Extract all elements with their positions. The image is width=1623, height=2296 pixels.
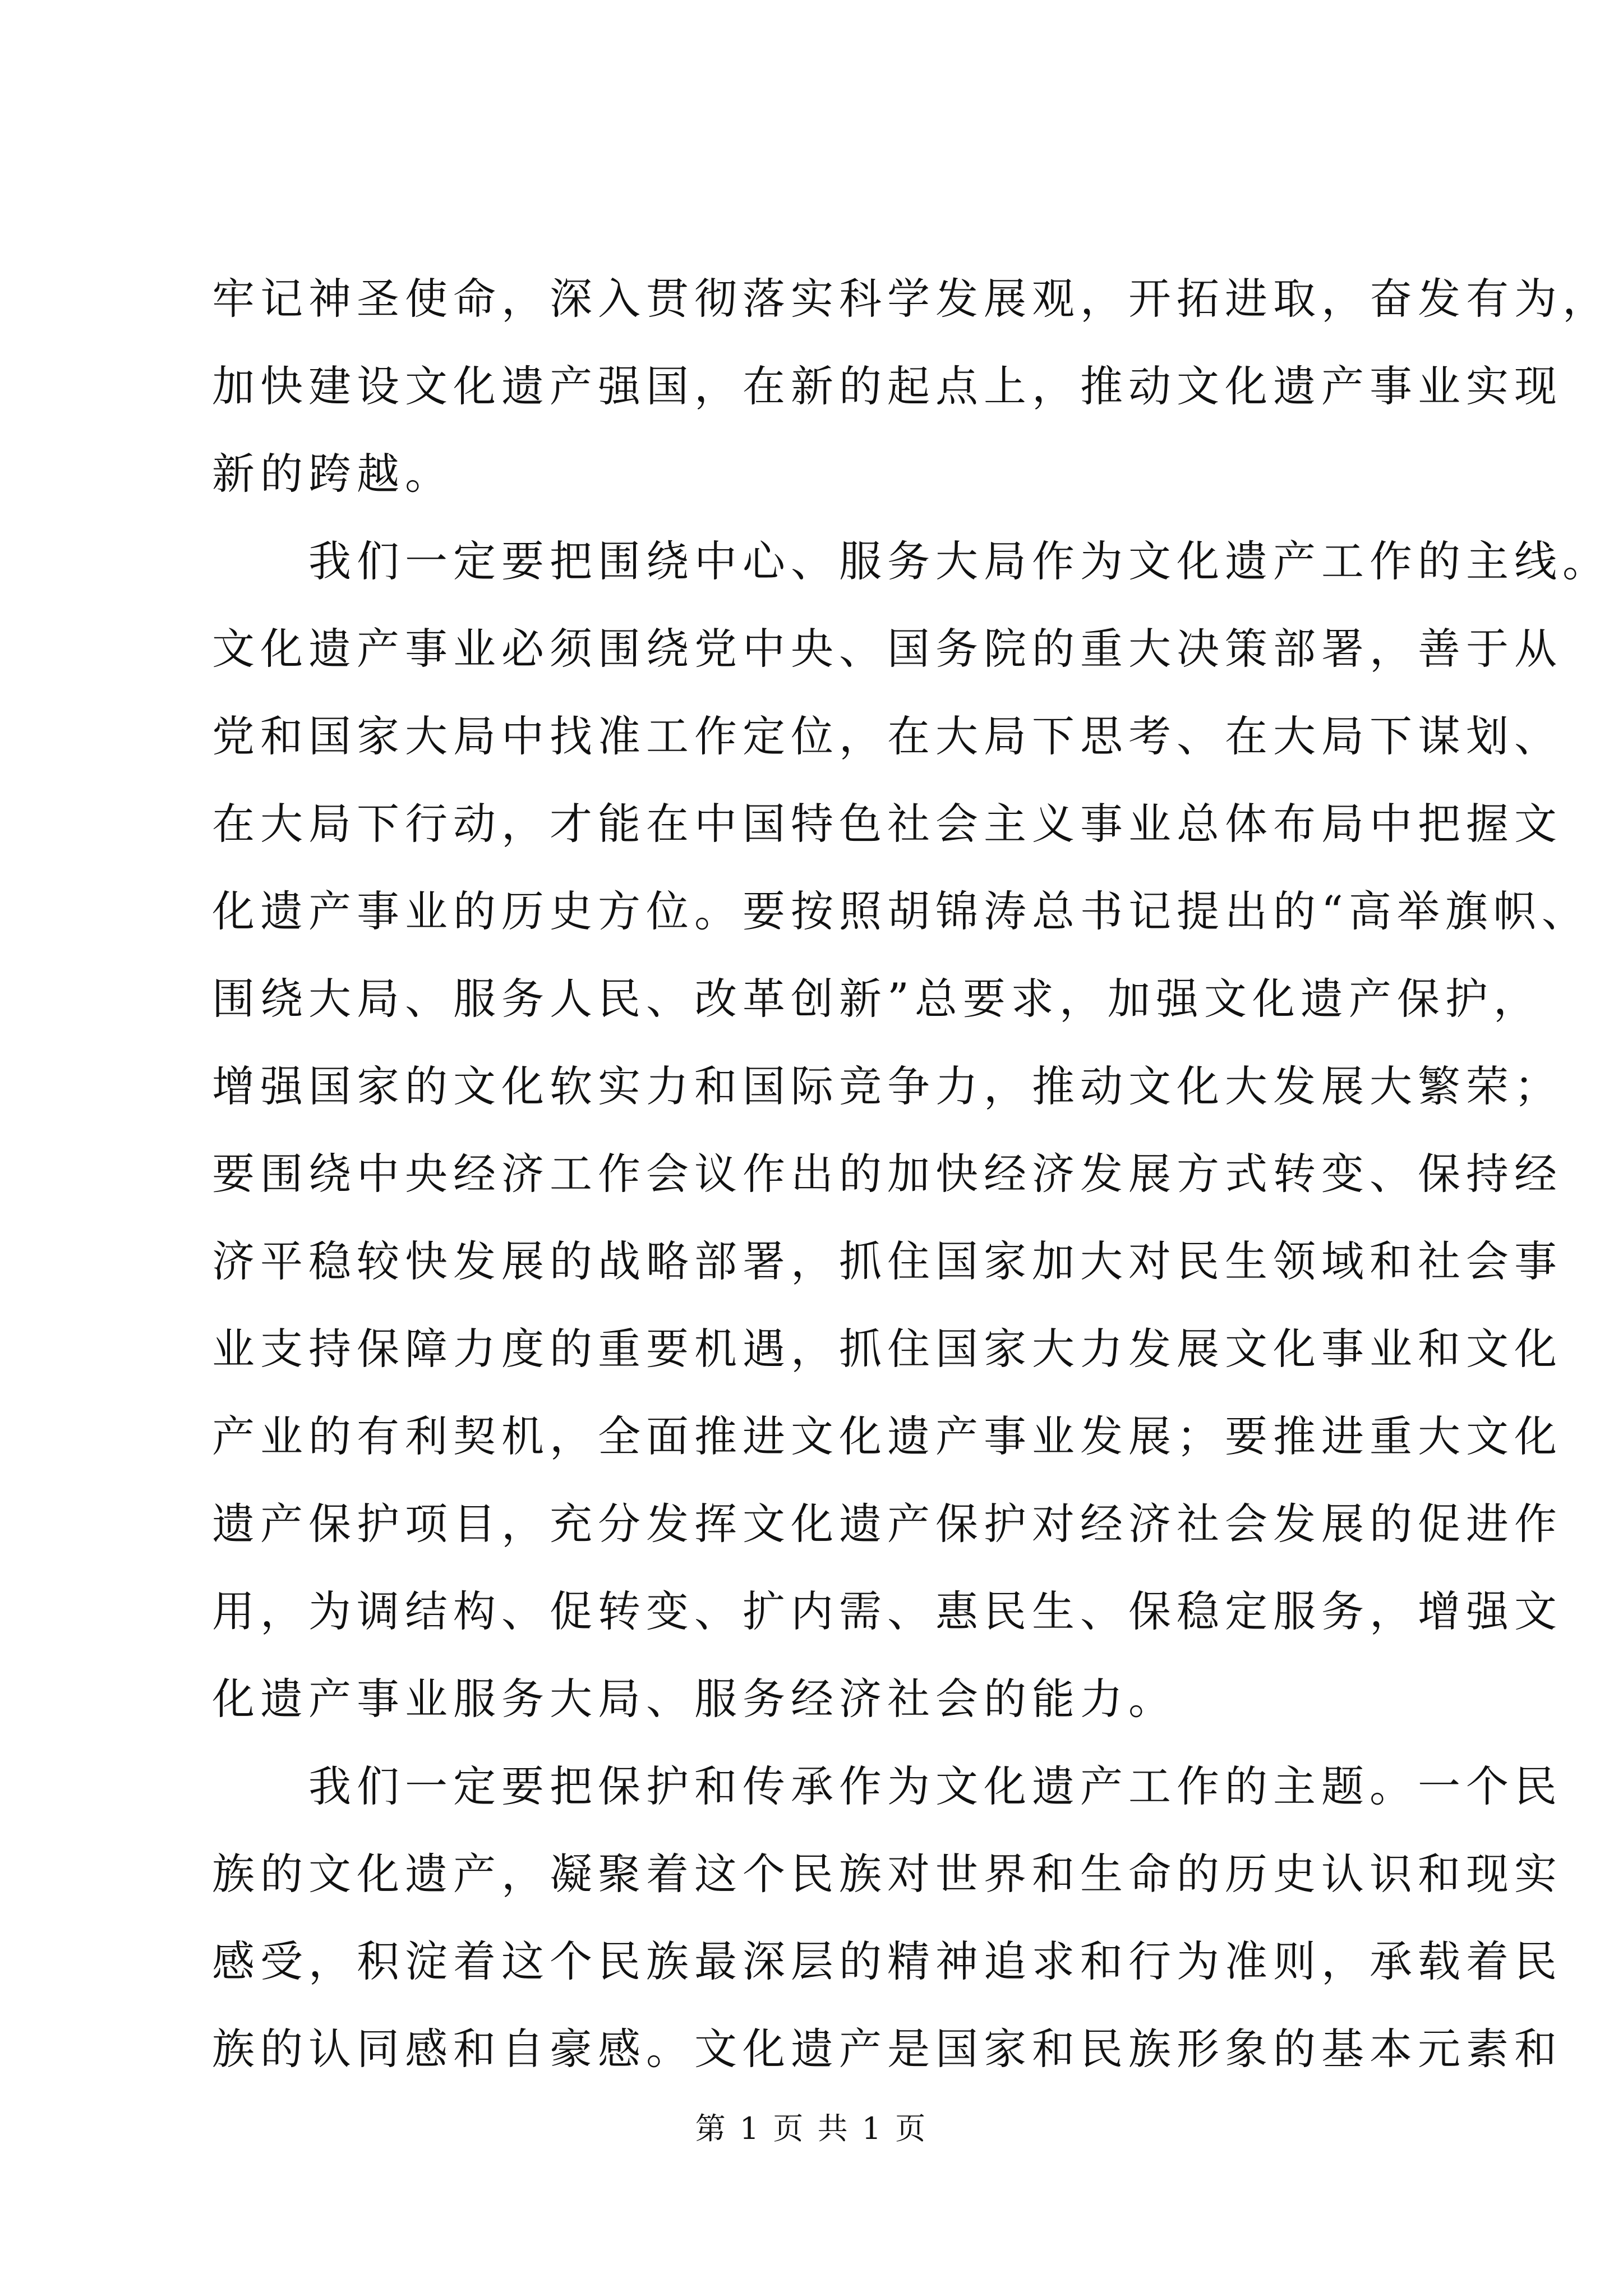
paragraph-start-line: 我们一定要把保护和传承作为文化遗产工作的主题。一个民 xyxy=(212,1761,1562,1811)
text-line: 族的文化遗产，凝聚着这个民族对世界和生命的历史认识和现实 xyxy=(212,1849,1562,1899)
body-text xyxy=(212,255,1611,2093)
text-line: 增强国家的文化软实力和国际竞争力，推动文化大发展大繁荣； xyxy=(212,1061,1562,1111)
text-line: 济平稳较快发展的战略部署，抓住国家加大对民生领域和社会事 xyxy=(212,1236,1562,1286)
text-line: 新的跨越。 xyxy=(212,449,453,499)
text-line: 业支持保障力度的重要机遇，抓住国家大力发展文化事业和文化 xyxy=(212,1324,1562,1374)
text-line: 用，为调结构、促转变、扩内需、惠民生、保稳定服务，增强文 xyxy=(212,1586,1562,1636)
text-line: 感受，积淀着这个民族最深层的精神追求和行为准则，承载着民 xyxy=(212,1936,1562,1986)
text-line: 产业的有利契机，全面推进文化遗产事业发展；要推进重大文化 xyxy=(212,1411,1562,1461)
text-line: 在大局下行动，才能在中国特色社会主义事业总体布局中把握文 xyxy=(212,799,1562,849)
text-line: 围绕大局、服务人民、改革创新”总要求，加强文化遗产保护， xyxy=(212,974,1542,1024)
text-line: 族的认同感和自豪感。文化遗产是国家和民族形象的基本元素和 xyxy=(212,2024,1562,2074)
paragraph-start-line: 我们一定要把围绕中心、服务大局作为文化遗产工作的主线。 xyxy=(212,536,1611,586)
text-line: 化遗产事业服务大局、服务经济社会的能力。 xyxy=(212,1674,1177,1724)
text-line: 文化遗产事业必须围绕党中央、国务院的重大决策部署，善于从 xyxy=(212,624,1562,674)
text-line: 党和国家大局中找准工作定位，在大局下思考、在大局下谋划、 xyxy=(212,711,1562,761)
text-line: 化遗产事业的历史方位。要按照胡锦涛总书记提出的“高举旗帜、 xyxy=(212,886,1590,936)
text-line: 牢记神圣使命，深入贯彻落实科学发展观，开拓进取，奋发有为， xyxy=(212,274,1611,324)
text-line: 遗产保护项目，充分发挥文化遗产保护对经济社会发展的促进作 xyxy=(212,1499,1562,1549)
page-number-footer: 第 1 页 共 1 页 xyxy=(695,2111,928,2146)
text-line: 要围绕中央经济工作会议作出的加快经济发展方式转变、保持经 xyxy=(212,1149,1562,1199)
text-line: 加快建设文化遗产强国，在新的起点上，推动文化遗产事业实现 xyxy=(212,361,1562,411)
